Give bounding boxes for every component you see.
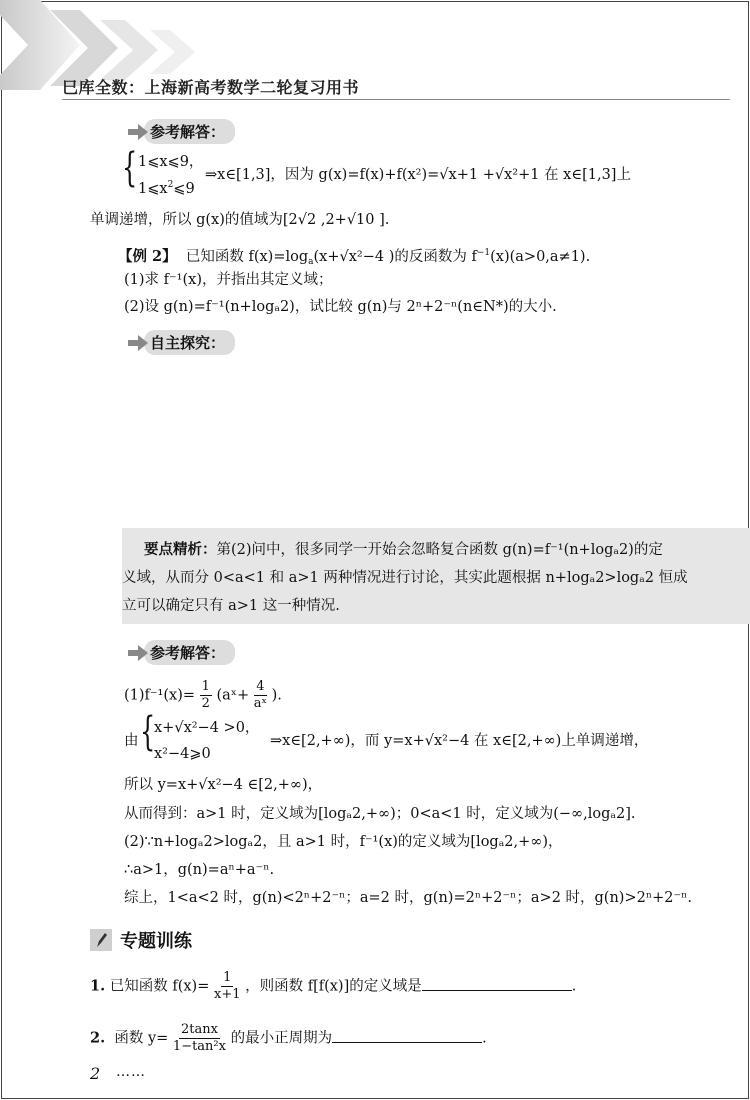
answer-blank-1[interactable] (422, 976, 572, 991)
answer-tag-2 (128, 640, 235, 665)
arrow-icon (128, 123, 150, 141)
fraction: $\frac{1}{x+1}$ (213, 970, 241, 1002)
answer2-line1: (1)f⁻¹(x)= $\frac{1}{2}$ (aˣ+ $\frac{4}{\text{aˣ}}$ ). (124, 679, 282, 711)
arrow-icon (128, 334, 150, 352)
answer2-line6: ∴a>1，g(n)=aⁿ+a⁻ⁿ. (124, 862, 275, 878)
analysis-line2: 义域，从而分 0<a<1 和 a>1 两种情况进行讨论，其实此题根据 n+logₐ2>logₐ2 恒成 (122, 570, 688, 586)
answer2-system-bottom: x²−4⩾0 (154, 746, 211, 762)
example-q2: (2)设 g(n)=f⁻¹(n+logₐ2)，试比较 g(n)与 2ⁿ+2⁻ⁿ(n∈N*)的大小. (124, 299, 557, 315)
fraction: $\frac{1}{2}$ (201, 679, 210, 711)
answer2-line5: (2)∵n+logₐ2>logₐ2，且 a>1 时，f⁻¹(x)的定义域为[logₐ2,+∞)， (124, 834, 563, 850)
analysis-line1: 要点精析：第(2)问中，很多同学一开始会忽略复合函数 g(n)=f⁻¹(n+logₐ2)的定 (144, 541, 663, 558)
answer2-line2: ⇒x∈[2,+∞)，而 y=x+√x²−4 在 x∈[2,+∞)上单调递增， (270, 733, 649, 749)
training-heading (90, 927, 192, 953)
footer-dots: …… (116, 1064, 146, 1080)
header-rule (62, 99, 730, 100)
pen-icon (90, 929, 112, 951)
brace: { (122, 145, 138, 191)
system-bottom: $1⩽x^2⩽9$ (138, 180, 195, 197)
explore-tag-label: 自主探究： (144, 330, 235, 355)
answer-tag-label: 参考解答： (144, 119, 235, 144)
brace: { (140, 709, 156, 755)
fraction: $\frac{2\tan x}{\text{1−tan²x}}$ (172, 1022, 226, 1054)
answer2-system-top: x+√x²−4 >0， (154, 720, 260, 736)
answer2-line2-prefix: 由 (124, 733, 139, 749)
running-header: 巳库全数：上海新高考数学二轮复习用书 (62, 78, 360, 97)
system-top: 1⩽x⩽9， (138, 154, 204, 170)
example-stem: 【例 2】 已知函数 $f(x)=\log_a(x+√x^2-4$ )的反函数为 $f^{-1}(x)(a>0,a\ne 1)$. (118, 248, 591, 267)
answer-tag-label: 参考解答： (144, 640, 235, 665)
problem-2: 2. 函数 y= $\frac{2\tan x}{\text{1−tan²x}}$ 的最小正周期为 . (90, 1022, 487, 1054)
answer-blank-2[interactable] (332, 1028, 482, 1043)
page-number: 2 (90, 1064, 101, 1083)
answer1-line1: ⇒x∈[1,3]，因为 g(x)=f(x)+f(x²)=√x+1 +√x²+1 在 x∈[1,3]上 (205, 167, 631, 183)
example-q1: (1)求 f⁻¹(x)，并指出其定义域； (124, 272, 333, 288)
training-title: 专题训练 (120, 931, 192, 952)
analysis-line3: 立可以确定只有 a>1 这一种情况. (122, 598, 340, 614)
answer2-line3: 所以 y=x+√x²−4 ∈[2,+∞)， (124, 777, 323, 793)
answer1-line2: 单调递增，所以 g(x)的值域为[2√2 ,2+√10 ]. (90, 212, 390, 228)
problem-1: 1. 已知函数 f(x)= $\frac{1}{x+1}$ ，则函数 f[f(x)]的定义域是 . (90, 970, 577, 1002)
arrow-icon (128, 644, 150, 662)
analysis-box (122, 528, 750, 624)
answer2-line4: 从而得到：a>1 时，定义域为[logₐ2,+∞)；0<a<1 时，定义域为(−∞,logₐ2]. (124, 806, 636, 822)
fraction: $\frac{4}{\text{aˣ}}$ (253, 679, 267, 711)
answer-tag-1 (128, 119, 235, 144)
explore-tag (128, 330, 235, 355)
answer2-line7: 综上，1<a<2 时，g(n)<2ⁿ+2⁻ⁿ；a=2 时，g(n)=2ⁿ+2⁻ⁿ；a>2 时，g(n)>2ⁿ+2⁻ⁿ. (124, 890, 693, 906)
